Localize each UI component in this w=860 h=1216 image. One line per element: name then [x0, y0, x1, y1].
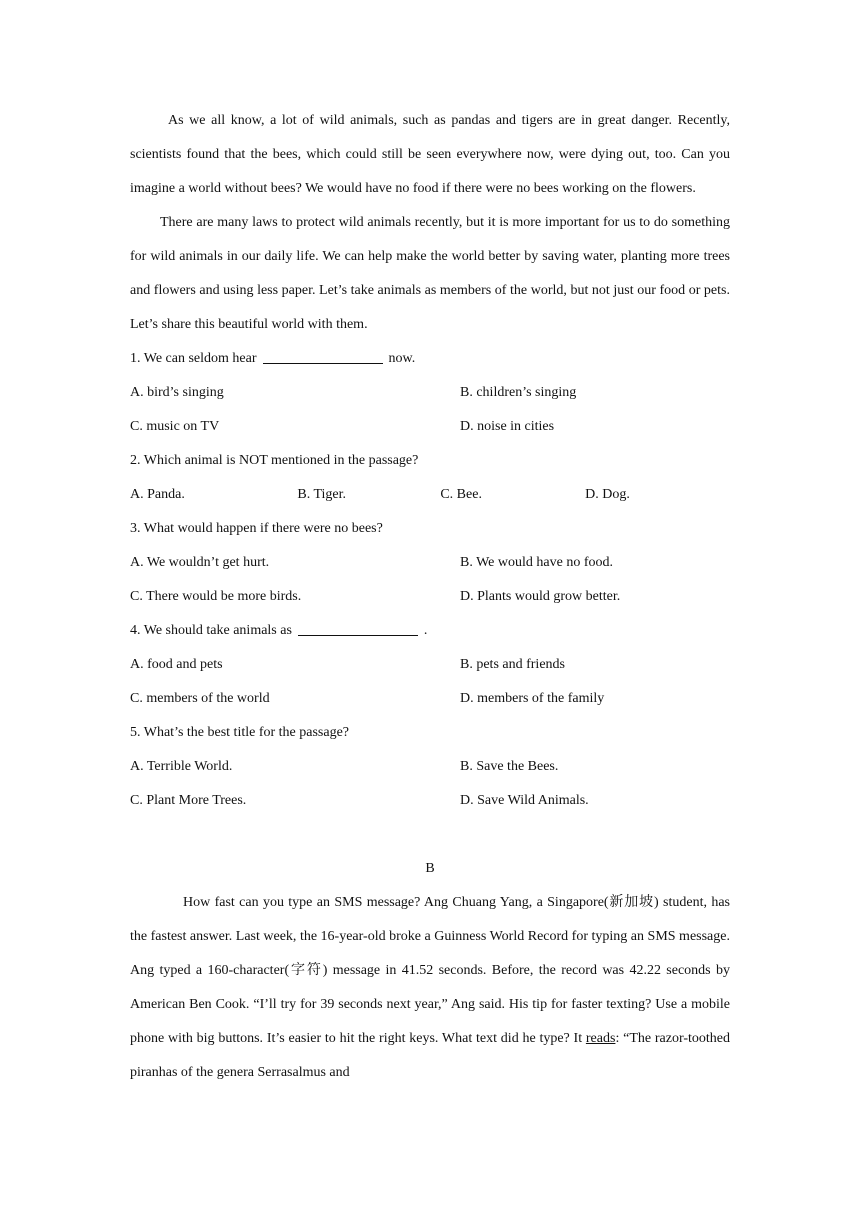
question-1-stem: 1. We can seldom hear now. — [130, 342, 730, 376]
question-1-options-row-1 — [130, 376, 730, 410]
option: B. We would have no food. — [460, 555, 613, 570]
question-4-stem: 4. We should take animals as . — [130, 614, 730, 648]
option: A. bird’s singing — [130, 385, 224, 400]
option: D. noise in cities — [460, 419, 555, 434]
question-5-options-row-1 — [130, 750, 730, 784]
option: C. Plant More Trees. — [130, 793, 247, 808]
answer-blank — [263, 347, 383, 364]
option: C. members of the world — [130, 691, 270, 706]
option: C. Bee. — [440, 487, 482, 502]
option: A. food and pets — [130, 657, 223, 672]
option: A. Terrible World. — [130, 759, 233, 774]
question-3-options-row-2 — [130, 580, 730, 614]
question-1-options-row-2 — [130, 410, 730, 444]
question-5-stem: 5. What’s the best title for the passage? — [130, 725, 350, 740]
option: B. children’s singing — [460, 385, 577, 400]
option: C. music on TV — [130, 419, 220, 434]
passage-a-paragraph-1: As we all know, a lot of wild animals, such as pandas and tigers are in great danger. Recently, scientists found that the bees, which could still be seen everywhere now, were dying out, too. Can you imagine a world without bees? We would have no food if there were no bees working on the flowers. — [130, 113, 730, 196]
option: C. There would be more birds. — [130, 589, 302, 604]
option: D. Dog. — [585, 487, 630, 502]
question-4-options-row-1 — [130, 648, 730, 682]
option: D. Save Wild Animals. — [460, 793, 589, 808]
option: D. Plants would grow better. — [460, 589, 621, 604]
option: B. Tiger. — [297, 487, 347, 502]
question-5-options-row-2 — [130, 784, 730, 818]
answer-blank — [298, 619, 418, 636]
option: A. Panda. — [130, 487, 185, 502]
question-4-options-row-2 — [130, 682, 730, 716]
question-3-stem: 3. What would happen if there were no bees? — [130, 521, 383, 536]
underlined-word: reads — [585, 1031, 616, 1046]
passage-a-paragraph-2: There are many laws to protect wild animals recently, but it is more important for us to do something for wild animals in our daily life. We can help make the world better by saving water, planting more trees and flowers and using less paper. Let’s take animals as members of the world, but not just our food or pets. Let’s share this beautiful world with them. — [130, 215, 730, 332]
question-3-options-row-1 — [130, 546, 730, 580]
question-2-options-row — [130, 478, 730, 512]
question-2-stem: 2. Which animal is NOT mentioned in the passage? — [130, 453, 419, 468]
document-page — [130, 104, 730, 1090]
option: A. We wouldn’t get hurt. — [130, 555, 270, 570]
passage-b-paragraph: How fast can you type an SMS message? Ang Chuang Yang, a Singapore(新加坡) student, has the fastest answer. Last week, the 16-year-old broke a Guinness World Record for typing an SMS message. Ang typed a 160-character(字符) message in 41.52 seconds. Before, the record was 42.22 seconds by American Ben Cook. “I’ll try for 39 seconds next year,” Ang said. His tip for faster texting? Use a mobile phone with big buttons. It’s easier to hit the right keys. What text did he type? It reads: “The razor-toothed piranhas of the genera Serrasalmus and — [130, 895, 730, 1080]
passage-b-heading: B — [425, 861, 435, 876]
option: D. members of the family — [460, 691, 605, 706]
option: B. Save the Bees. — [460, 759, 559, 774]
option: B. pets and friends — [460, 657, 565, 672]
